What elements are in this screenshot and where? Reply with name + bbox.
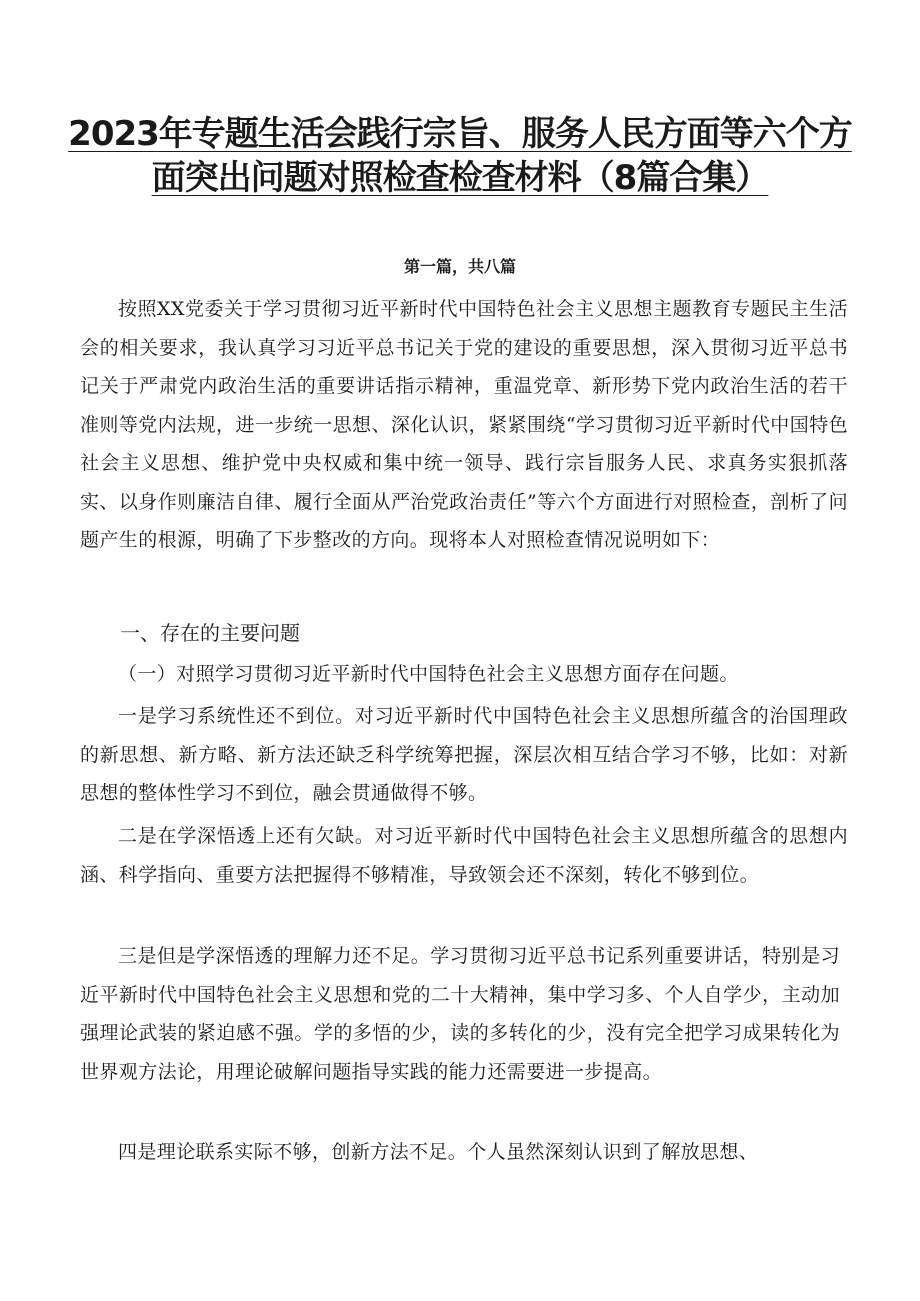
paragraph-point-4: 四是理论联系实际不够，创新方法不足。个人虽然深刻认识到了解放思想、	[118, 1141, 759, 1163]
subheading-study-problems: （一）对照学习贯彻习近平新时代中国特色社会主义思想方面存在问题。	[118, 663, 739, 685]
heading-main-problems: 一、存在的主要问题	[120, 621, 300, 645]
paragraph-point-2: 二是在学深悟透上还有欠缺。对习近平新时代中国特色社会主义思想所蕴含的思想内涵、科学指向、重要方法把握得不够精准，导致领会还不深刻，转化不够到位。	[80, 825, 848, 886]
paragraph-point-3: 三是但是学深悟透的理解力还不足。学习贯彻习近平总书记系列重要讲话，特别是习近平新时代中国特色社会主义思想和党的二十大精神，集中学习多、个人自学少，主动加强理论武装的紧迫感不强。学的多悟的少，读的多转化的少，没有完全把学习成果转化为世界观方法论，用理论破解问题指导实践的能力还需要进一步提高。	[80, 945, 840, 1083]
document-title-line-2: 面突出问题对照检查检查材料（8篇合集）	[151, 158, 769, 198]
paragraph-point-1: 一是学习系统性还不到位。对习近平新时代中国特色社会主义思想所蕴含的治国理政的新思想、新方略、新方法还缺乏科学统筹把握，深层次相互结合学习不够，比如：对新思想的整体性学习不到位，融会贯通做得不够。	[80, 705, 848, 804]
document-title	[60, 112, 860, 200]
intro-paragraph: 按照XX党委关于学习贯彻习近平新时代中国特色社会主义思想主题教育专题民主生活会的相关要求，我认真学习习近平总书记关于党的建设的重要思想，深入贯彻习近平总书记关于严肃党内政治生活的重要讲话指示精神，重温党章、新形势下党内政治生活的若干准则等党内法规，进一步统一思想、深化认识，紧紧围绕“学习贯彻习近平新时代中国特色社会主义思想、维护党中央权威和集中统一领导、践行宗旨服务人民、求真务实狠抓落实、以身作则廉洁自律、履行全面从严治党政治责任”等六个方面进行对照检查，剖析了问题产生的根源，明确了下步整改的方向。现将本人对照检查情况说明如下：	[80, 298, 848, 551]
part-label: 第一篇，共八篇	[403, 257, 516, 276]
document-title-line-1: 2023年专题生活会践行宗旨、服务人民方面等六个方	[68, 114, 852, 154]
